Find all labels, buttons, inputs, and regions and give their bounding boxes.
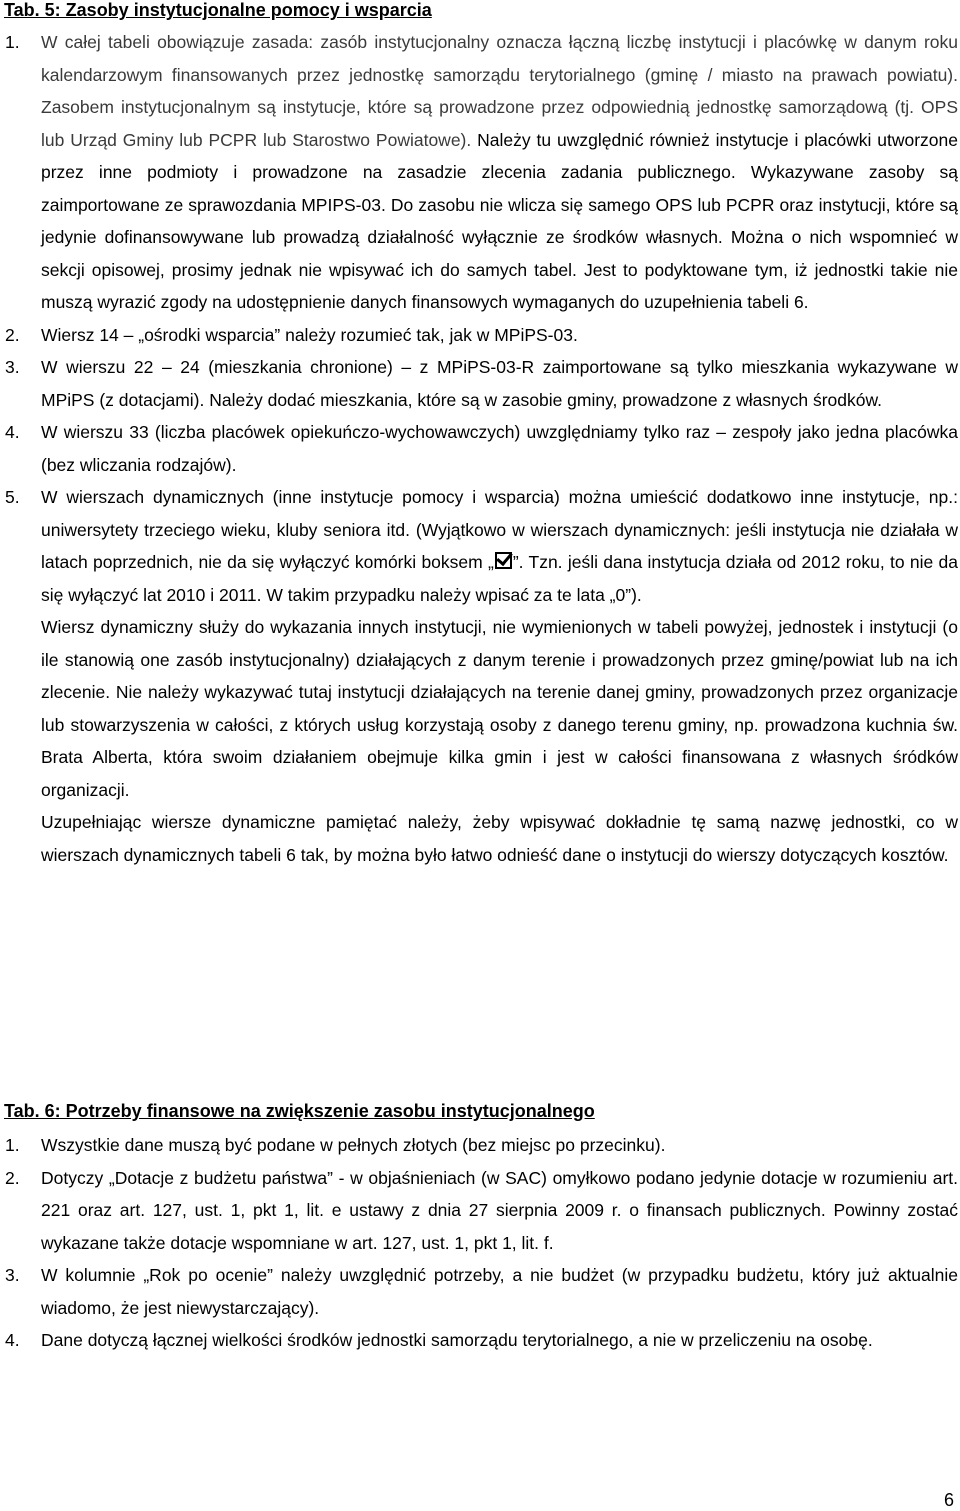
item-number: 3.: [5, 357, 20, 377]
item-text: ”. Tzn. jeśli dana instytucja działa od 2012 roku, to nie da się wyłączyć lat 2010 i 2011. W takim przypadku należy wpisać za te lata „0”).: [41, 552, 958, 605]
item-paragraph: Wiersz dynamiczny służy do wykazania innych instytucji, nie wymienionych w tabeli powyżej, jednostek i instytucji (o ile stanowią one zasób instytucjonalny) działających z danym terenie i prowadzonych przez gminę/powiat lub na ich zlecenie. Nie należy wykazywać tutaj instytucji działających na terenie danej gminy, prowadzonych przez organizacje lub stowarzyszenia w całości, z których usług korzystają osoby z danego terenu gminy, np. prowadzona kuchnia św. Brata Alberta, która swoim działaniem obejmuje kilka gmin i jest w całości finansowana z własnych śródków organizacji.: [41, 617, 958, 800]
item-text: Dane dotyczą łącznej wielkości środków jednostki samorządu terytorialnego, a nie w przeliczeniu na osobę.: [41, 1330, 873, 1350]
checkbox-checked-icon: [495, 552, 512, 569]
item-number: 4.: [5, 422, 20, 442]
item-text: W wierszach dynamicznych (inne instytucje pomocy i wsparcia) można umieścić dodatkowo inne instytucje, np.: uniwersytety trzeciego wieku, kluby seniora itd. (Wyjątkowo w wierszach dynamicznych: jeśli instytucja nie działała w latach poprzednich, nie da się wyłączyć komórki boksem „: [41, 487, 958, 572]
item-text: W kolumnie „Rok po ocenie” należy uwzględnić potrzeby, a nie budżet (w przypadku budżetu, który już aktualnie wiadomo, że jest niewystarczający).: [41, 1265, 958, 1318]
item-paragraph: [41, 481, 958, 611]
tab6-item-2: [0, 1162, 958, 1260]
tab5-item-2: [0, 319, 958, 352]
tab6-item-1: [0, 1129, 958, 1162]
item-number: 1.: [5, 1135, 20, 1155]
tab6-item-3: [0, 1259, 958, 1324]
item-text: Wiersz 14 – „ośrodki wsparcia” należy rozumieć tak, jak w MPiPS-03.: [41, 324, 578, 345]
item-text-details: Należy tu uwzględnić również instytucje i placówki utworzone przez inne podmioty i prowadzone na zasadzie zlecenia zadania publicznego. Wykazywane zasoby są zaimportowane ze sprawozdania MPIPS-03. Do zasobu nie wlicza się samego OPS lub PCPR oraz instytucji, które są jedynie dofinansowywane lub prowadzą działalność wyłącznie ze środków własnych. Można o nich wspomnieć w sekcji opisowej, prosimy jednak nie wpisywać ich do samych tabel. Jest to podyktowane tym, iż jednostki takie nie muszą wyrazić zgody na udostępnienie danych finansowych wymaganych do uzupełnienia tabeli 6.: [41, 129, 958, 312]
tab5-list: [0, 26, 958, 871]
tab5-item-5: [0, 481, 958, 871]
item-text-definition: Zasobem instytucjonalnym są instytucje, które są prowadzone przez odpowiednią jednostkę samorządową (tj. OPS lub Urząd Gminy lub PCPR lub Starostwo Powiatowe).: [41, 97, 958, 150]
tab5-item-1: [0, 26, 958, 319]
item-text: Dotyczy „Dotacje z budżetu państwa” - w objaśnieniach (w SAC) omyłkowo podano jedynie dotacje w rozumieniu art. 221 oraz art. 127, ust. 1, pkt 1, lit. e ustawy z dnia 27 sierpnia 2009 r. o finansach publicznych. Powinny zostać wykazane także dotacje wspomniane w art. 127, ust. 1, pkt 1, lit. f.: [41, 1167, 958, 1253]
tab5-heading: Tab. 5: Zasoby instytucjonalne pomocy i wsparcia: [4, 0, 432, 20]
item-number: 5.: [5, 487, 20, 507]
tab5-item-3: [0, 351, 958, 416]
item-number: 2.: [5, 324, 20, 345]
item-text: W wierszu 22 – 24 (mieszkania chronione) – z MPiPS-03-R zaimportowane są tylko mieszkania wykazywane w MPiPS (z dotacjami). Należy dodać mieszkania, które są w zasobie gminy, prowadzone z własnych środków.: [41, 357, 958, 410]
tab6-heading: Tab. 6: Potrzeby finansowe na zwiększenie zasobu instytucjonalnego: [4, 1101, 595, 1121]
item-paragraph: Uzupełniając wiersze dynamiczne pamiętać należy, żeby wpisywać dokładnie tę samą nazwę jednostki, co w wierszach dynamicznych tabeli 6 tak, by można było łatwo odnieść dane o instytucji do wierszy dotyczących kosztów.: [41, 812, 958, 865]
page-number: 6: [943, 1490, 954, 1510]
tab6-list: [0, 1129, 958, 1357]
item-text-intro: W całej tabeli obowiązuje zasada: zasób instytucjonalny oznacza łączną liczbę instytucji i placówkę w danym roku kalendarzowym finansowanych przez jednostkę samorządu terytorialnego (gminę / miasto na prawach powiatu).: [41, 32, 958, 85]
item-text: Wszystkie dane muszą być podane w pełnych złotych (bez miejsc po przecinku).: [41, 1135, 666, 1155]
item-text: W wierszu 33 (liczba placówek opiekuńczo-wychowawczych) uwzględniamy tylko raz – zespoły jako jedna placówka (bez wliczania rodzajów).: [41, 422, 958, 475]
item-number: 4.: [5, 1330, 20, 1350]
item-number: 2.: [5, 1167, 20, 1188]
tab5-item-4: [0, 416, 958, 481]
item-number: 3.: [5, 1265, 20, 1285]
item-number: 1.: [5, 32, 20, 52]
tab6-item-4: [0, 1324, 958, 1357]
